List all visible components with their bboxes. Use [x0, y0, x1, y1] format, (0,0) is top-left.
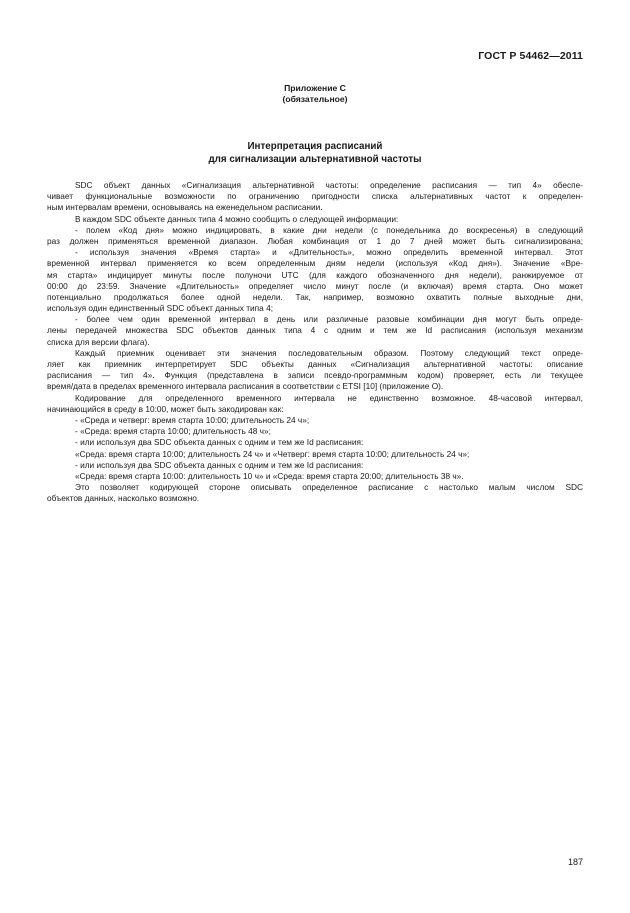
body-line: время/дата в пределах временного интервала расписания в соответствии с ETSI [10] (приложение О). — [47, 381, 444, 392]
body-line: потенциально продолжаться более одной недели. Так, например, возможно охватить полные выходные дни, — [47, 291, 583, 302]
body-line: - «Среда и четверг: время старта 10:00; длительность 24 ч»; — [75, 415, 310, 426]
body-line: лены передачей множества SDC объектов данных типа 4 с одним и тем же Id расписания (используя механизм — [47, 325, 583, 336]
body-line: 00:00 до 23:59. Значение «Длительность» определяет число минут после (и включая) время старта. Оно может — [47, 280, 583, 291]
body-line: «Среда: время старта 10:00; длительность 24 ч» и «Четверг: время старта 10:00; длительность 24 ч»; — [75, 448, 470, 459]
body-line: объектов данных, насколько возможно. — [47, 493, 200, 504]
body-line: - используя значения «Время старта» и «Длительность», можно определить временной интервал. Этот — [75, 247, 583, 258]
section-title-line-1: Интерпретация расписаний — [247, 141, 383, 152]
body-line: ным интервалам времени, основываясь на еженедельном расписании. — [47, 202, 323, 213]
body-line: Это позволяет кодирующей стороне описывать определенное расписание с настолько малым числом SDC — [75, 482, 583, 493]
body-line: списка для версии флага). — [47, 336, 150, 347]
body-line: - «Среда: время старта 10:00; длительность 48 ч»; — [75, 426, 271, 437]
body-line: SDC объект данных «Сигнализация альтернативной частоты: определение расписания — тип 4» обеспе- — [75, 180, 583, 190]
annex-status: (обязательное) — [282, 94, 348, 104]
body-line: мя старта» индицирует минуты после полуночи UTC (для каждого обозначенного дня недели), ранжируемое от — [47, 269, 583, 280]
body-line: временной интервал применяется ко всем определенным дням недели (используя «Код дня»). Значение «Вре- — [47, 258, 583, 269]
page-number: 187 — [567, 857, 583, 867]
body-text — [47, 180, 583, 505]
body-line: Кодирование для определенного временного интервала не единственно возможное. 48-часовой интервал, — [75, 392, 583, 403]
body-line: - или используя два SDC объекта данных с одним и тем же Id расписания: — [75, 459, 364, 470]
body-line: раз должен применяться временной диапазон. Любая комбинация от 1 до 7 дней может быть сигнализирована; — [47, 235, 583, 246]
body-line: - более чем один временной интервал в день или различные разовые комбинации дня могут быть опреде- — [75, 314, 583, 325]
section-title-line-2: для сигнализации альтернативной частоты — [208, 154, 422, 165]
body-line: - или используя два SDC объекта данных с одним и тем же Id расписания: — [75, 437, 364, 448]
body-line: расписания — тип 4». Функция (представлена в записи псевдо-программным кодом) проверяет, есть ли текущее — [47, 370, 583, 381]
body-line: чивает функциональные возможности по ограничению пригодности списка альтернативных частот к определен- — [47, 191, 583, 202]
standard-designation: ГОСТ Р 54462—2011 — [478, 50, 583, 62]
body-line: используя один единственный SDC объект данных типа 4; — [47, 303, 274, 314]
body-line: Каждый приемник оценивает эти значения последовательным образом. Поэтому следующий текст опреде- — [75, 347, 583, 358]
body-line: начинающийся в среду в 10:00, может быть закодирован как: — [47, 403, 284, 414]
body-line: - полем «Код дня» можно индицировать, в какие дни недели (с понедельника до воскресенья) в следующий — [75, 224, 583, 235]
body-line: ляет как приемник интерпретирует SDC объекты данных «Сигнализация альтернативной частоты: описание — [47, 359, 583, 370]
annex-heading — [0, 83, 630, 105]
body-line: «Среда: время старта 10:00: длительность 10 ч» и «Среда: время старта 20:00; длительность 38 ч». — [75, 471, 464, 482]
section-title — [0, 140, 630, 166]
annex-title: Приложение С — [284, 83, 346, 93]
body-line: В каждом SDC объекте данных типа 4 можно сообщить о следующей информации: — [75, 213, 399, 224]
